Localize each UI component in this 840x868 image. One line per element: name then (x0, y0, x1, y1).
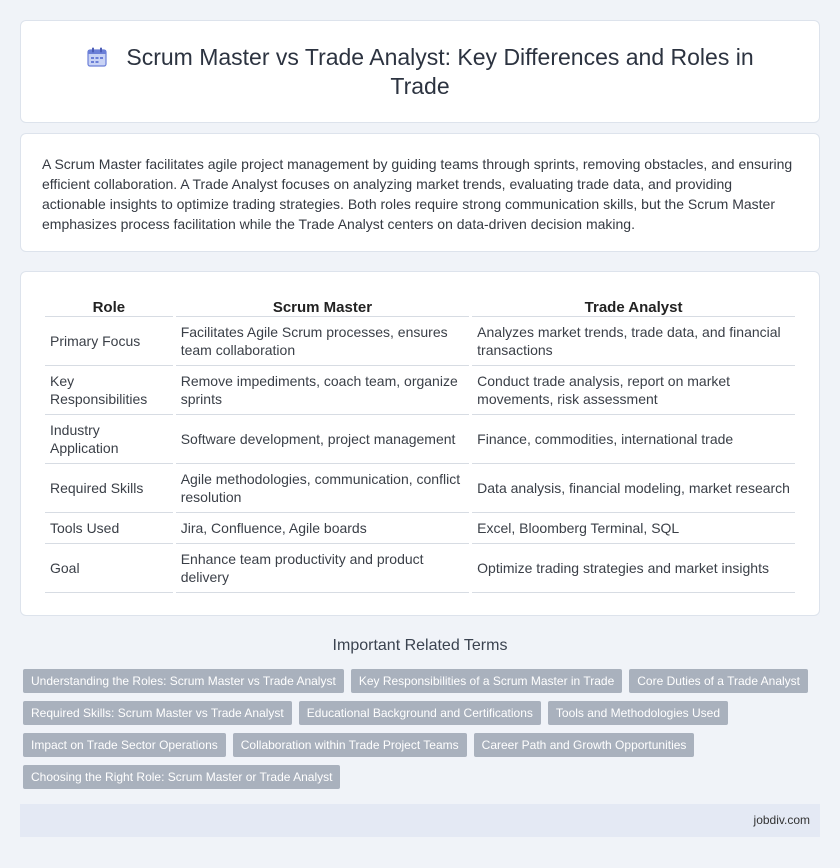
site-link[interactable]: jobdiv.com (753, 813, 810, 827)
comparison-table-card (20, 271, 820, 616)
scrum-master-cell: Jira, Confluence, Agile boards (176, 513, 469, 544)
related-term-tag[interactable]: Educational Background and Certifications (299, 701, 541, 725)
table-row (45, 317, 795, 366)
trade-analyst-cell: Analyzes market trends, trade data, and financial transactions (472, 317, 795, 366)
related-term-tag[interactable]: Understanding the Roles: Scrum Master vs Trade Analyst (23, 669, 344, 693)
table-row (45, 366, 795, 415)
related-term-tag[interactable]: Required Skills: Scrum Master vs Trade Analyst (23, 701, 292, 725)
related-terms-tags (23, 669, 813, 797)
trade-analyst-cell: Finance, commodities, international trade (472, 415, 795, 464)
header-card (20, 20, 820, 123)
header-role: Role (45, 295, 173, 317)
header-scrum-master: Scrum Master (176, 295, 469, 317)
trade-analyst-cell: Conduct trade analysis, report on market movements, risk assessment (472, 366, 795, 415)
row-label: Required Skills (45, 464, 173, 513)
intro-card (20, 133, 820, 252)
scrum-master-cell: Software development, project management (176, 415, 469, 464)
related-term-tag[interactable]: Collaboration within Trade Project Teams (233, 733, 467, 757)
related-term-tag[interactable]: Key Responsibilities of a Scrum Master in Trade (351, 669, 622, 693)
footer (20, 804, 820, 837)
related-terms-title: Important Related Terms (332, 637, 508, 654)
row-label: Goal (45, 544, 173, 593)
trade-analyst-cell: Excel, Bloomberg Terminal, SQL (472, 513, 795, 544)
trade-analyst-cell: Optimize trading strategies and market insights (472, 544, 795, 593)
row-label: Tools Used (45, 513, 173, 544)
scrum-master-cell: Facilitates Agile Scrum processes, ensures team collaboration (176, 317, 469, 366)
header-trade-analyst: Trade Analyst (472, 295, 795, 317)
related-term-tag[interactable]: Core Duties of a Trade Analyst (629, 669, 808, 693)
page-title-wrap (21, 43, 819, 101)
table-row (45, 464, 795, 513)
related-term-tag[interactable]: Choosing the Right Role: Scrum Master or Trade Analyst (23, 765, 340, 789)
intro-paragraph: A Scrum Master facilitates agile project management by guiding teams through sprints, removing obstacles, and ensuring efficient collaboration. A Trade Analyst focuses on analyzing market trends, evaluating trade data, and providing actionable insights to optimize trading strategies. Both roles require strong communication skills, but the Scrum Master emphasizes process facilitation while the Trade Analyst centers on data-driven decision making. (42, 156, 793, 232)
related-term-tag[interactable]: Career Path and Growth Opportunities (474, 733, 695, 757)
trade-analyst-cell: Data analysis, financial modeling, market research (472, 464, 795, 513)
comparison-table (42, 295, 798, 593)
scrum-master-cell: Remove impediments, coach team, organize sprints (176, 366, 469, 415)
scrum-master-cell: Agile methodologies, communication, conflict resolution (176, 464, 469, 513)
related-term-tag[interactable]: Impact on Trade Sector Operations (23, 733, 226, 757)
related-term-tag[interactable]: Tools and Methodologies Used (548, 701, 728, 725)
table-row (45, 544, 795, 593)
table-row (45, 513, 795, 544)
row-label: Primary Focus (45, 317, 173, 366)
table-row (45, 415, 795, 464)
row-label: Industry Application (45, 415, 173, 464)
page-title: Scrum Master vs Trade Analyst: Key Differences and Roles in Trade (126, 44, 754, 99)
scrum-master-cell: Enhance team productivity and product delivery (176, 544, 469, 593)
row-label: Key Responsibilities (45, 366, 173, 415)
calendar-icon (86, 46, 108, 68)
